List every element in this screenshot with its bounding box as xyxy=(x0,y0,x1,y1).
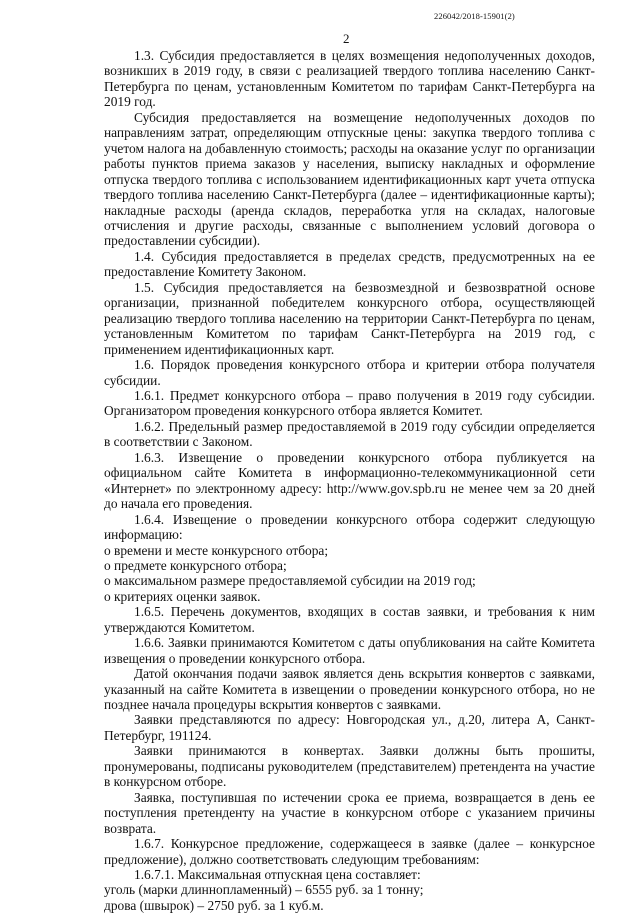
paragraph-address: Заявки представляются по адресу: Новгородская ул., д.20, литера А, Санкт-Петербург, 191124. xyxy=(104,712,595,743)
paragraph-1-6-4: 1.6.4. Извещение о проведении конкурсного отбора содержит следующую информацию: xyxy=(104,511,595,543)
paragraph-subsidy-costs: Субсидия предоставляется на возмещение недополученных доходов по направлениям затрат, определяющим отпускные цены: закупка твердого топлива с учетом налога на добавленную стоимость; расходы на оказание услуг по организации работы пунктов приема заказов у населения, выписку накладных и оформление отпуска твердого топлива с использованием идентификационных карт учета отпуска твердого топлива населению Санкт-Петербурга (далее – идентификационные карты); накладные расходы (аренда складов, переработка угля на складах, налоговые отчисления и другие расходы, связанные с выполнением условий договора о предоставлении субсидии). xyxy=(104,109,595,249)
paragraph-1-6-7-1: 1.6.7.1. Максимальная отпускная цена составляет: xyxy=(134,867,421,883)
price-coal: уголь (марки длиннопламенный) – 6555 руб. за 1 тонну; xyxy=(104,882,424,898)
paragraph-1-3: 1.3. Субсидия предоставляется в целях возмещения недополученных доходов, возникших в 2019 году, в связи с реализацией твердого топлива населению Санкт-Петербурга по ценам, установленным Комитетом по тарифам Санкт-Петербурга на 2019 год. xyxy=(104,48,595,110)
price-firewood: дрова (швырок) – 2750 руб. за 1 куб.м. xyxy=(104,897,324,913)
paragraph-1-6: 1.6. Порядок проведения конкурсного отбора и критерии отбора получателя субсидии. xyxy=(104,357,595,388)
list-item-max-amount: о максимальном размере предоставляемой субсидии на 2019 год; xyxy=(104,573,476,589)
paragraph-late-application: Заявка, поступившая по истечении срока ее приема, возвращается в день ее поступления претенденту на участие в конкурсном отборе с указанием причины возврата. xyxy=(104,789,595,836)
list-item-subject: о предмете конкурсного отбора; xyxy=(104,557,287,573)
list-item-criteria: о критериях оценки заявок. xyxy=(104,588,261,604)
page-number: 2 xyxy=(343,31,350,46)
paragraph-1-5: 1.5. Субсидия предоставляется на безвозмездной и безвозвратной основе организации, признанной победителем конкурсного отбора, осуществляющей реализацию твердого топлива населению на территории Санкт-Петербурга по ценам, установленным Комитетом по тарифам Санкт-Петербурга на 2019 год, с применением идентификационных карт. xyxy=(104,279,595,357)
paragraph-1-6-7: 1.6.7. Конкурсное предложение, содержащееся в заявке (далее – конкурсное предложение), должно соответствовать следующим требованиям: xyxy=(104,836,595,867)
paragraph-1-6-6: 1.6.6. Заявки принимаются Комитетом с даты опубликования на сайте Комитета извещения о проведении конкурсного отбора. xyxy=(104,635,595,666)
paragraph-envelopes: Заявки принимаются в конвертах. Заявки должны быть прошиты, пронумерованы, подписаны руководителем (представителем) претендента на участие в конкурсном отборе. xyxy=(104,743,595,790)
document-number: 226042/2018-15901(2) xyxy=(434,11,515,21)
paragraph-1-6-1: 1.6.1. Предмет конкурсного отбора – право получения в 2019 году субсидии. Организатором проведения конкурсного отбора является Комитет. xyxy=(104,387,595,419)
paragraph-1-4: 1.4. Субсидия предоставляется в пределах средств, предусмотренных на ее предоставление Комитету Законом. xyxy=(104,248,595,280)
paragraph-deadline: Датой окончания подачи заявок является день вскрытия конвертов с заявками, указанный на сайте Комитета в извещении о проведении конкурсного отбора, но не позднее начала процедуры вскрытия конвертов с заявками. xyxy=(104,666,595,713)
document-body xyxy=(104,48,595,913)
paragraph-1-6-2: 1.6.2. Предельный размер предоставляемой в 2019 году субсидии определяется в соответствии с Законом. xyxy=(104,418,595,450)
list-item-time-place: о времени и месте конкурсного отбора; xyxy=(104,542,329,558)
paragraph-1-6-5: 1.6.5. Перечень документов, входящих в состав заявки, и требования к ним утверждаются Комитетом. xyxy=(104,604,595,635)
paragraph-1-6-3: 1.6.3. Извещение о проведении конкурсного отбора публикуется на официальном сайте Комитета в информационно-телекоммуникационной сети «Интернет» по электронному адресу: http://www.gov.spb.ru не менее чем за 20 дней до начала его проведения. xyxy=(104,449,595,512)
